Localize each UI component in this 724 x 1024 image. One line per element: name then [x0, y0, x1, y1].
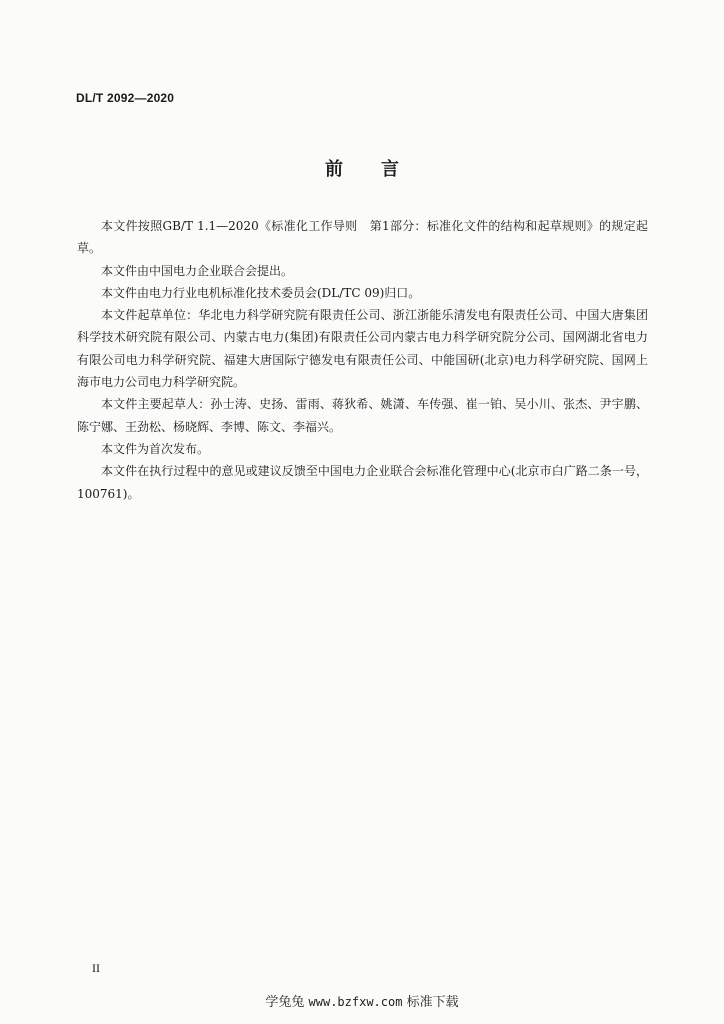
- paragraph-proposer: 本文件由中国电力企业联合会提出。: [101, 263, 294, 278]
- page-title: 前言: [325, 159, 437, 180]
- paragraph-drafting-rules: 本文件按照GB/T 1.1—2020《标准化工作导则 第1部分：标准化文件的结构和起草规则》的规定起草。: [77, 219, 648, 256]
- paragraph-first-release: 本文件为首次发布。: [101, 441, 210, 456]
- foreword-body: [77, 215, 648, 505]
- watermark-site-name: 学兔兔: [265, 995, 305, 1010]
- paragraph-feedback: 本文件在执行过程中的意见或建议反馈至中国电力企业联合会标准化管理中心(北京市白广路二条一号，100761)。: [77, 464, 648, 501]
- paragraph-technical-committee: 本文件由电力行业电机标准化技术委员会(DL/TC 09)归口。: [101, 285, 421, 300]
- paragraph-drafters: 本文件主要起草人：孙士涛、史扬、雷雨、蒋狄希、姚潇、车传强、崔一铂、吴小川、张杰、尹宇鹏、陈宁娜、王劲松、杨晓辉、李博、陈文、李福兴。: [77, 397, 648, 434]
- watermark: [0, 991, 724, 1010]
- paragraph-drafting-units: 本文件起草单位：华北电力科学研究院有限责任公司、浙江浙能乐清发电有限责任公司、中国大唐集团科学技术研究院有限公司、内蒙古电力(集团)有限责任公司内蒙古电力科学研究院分公司、国网湖北省电力有限公司电力科学研究院、福建大唐国际宁德发电有限责任公司、中能国研(北京)电力科学研究院、国网上海市电力公司电力科学研究院。: [77, 308, 648, 390]
- watermark-label: 标准下载: [406, 995, 459, 1010]
- page-number: II: [92, 961, 100, 975]
- watermark-url: www.bzfxw.com: [308, 995, 403, 1009]
- standard-number: DL/T 2092—2020: [76, 91, 175, 105]
